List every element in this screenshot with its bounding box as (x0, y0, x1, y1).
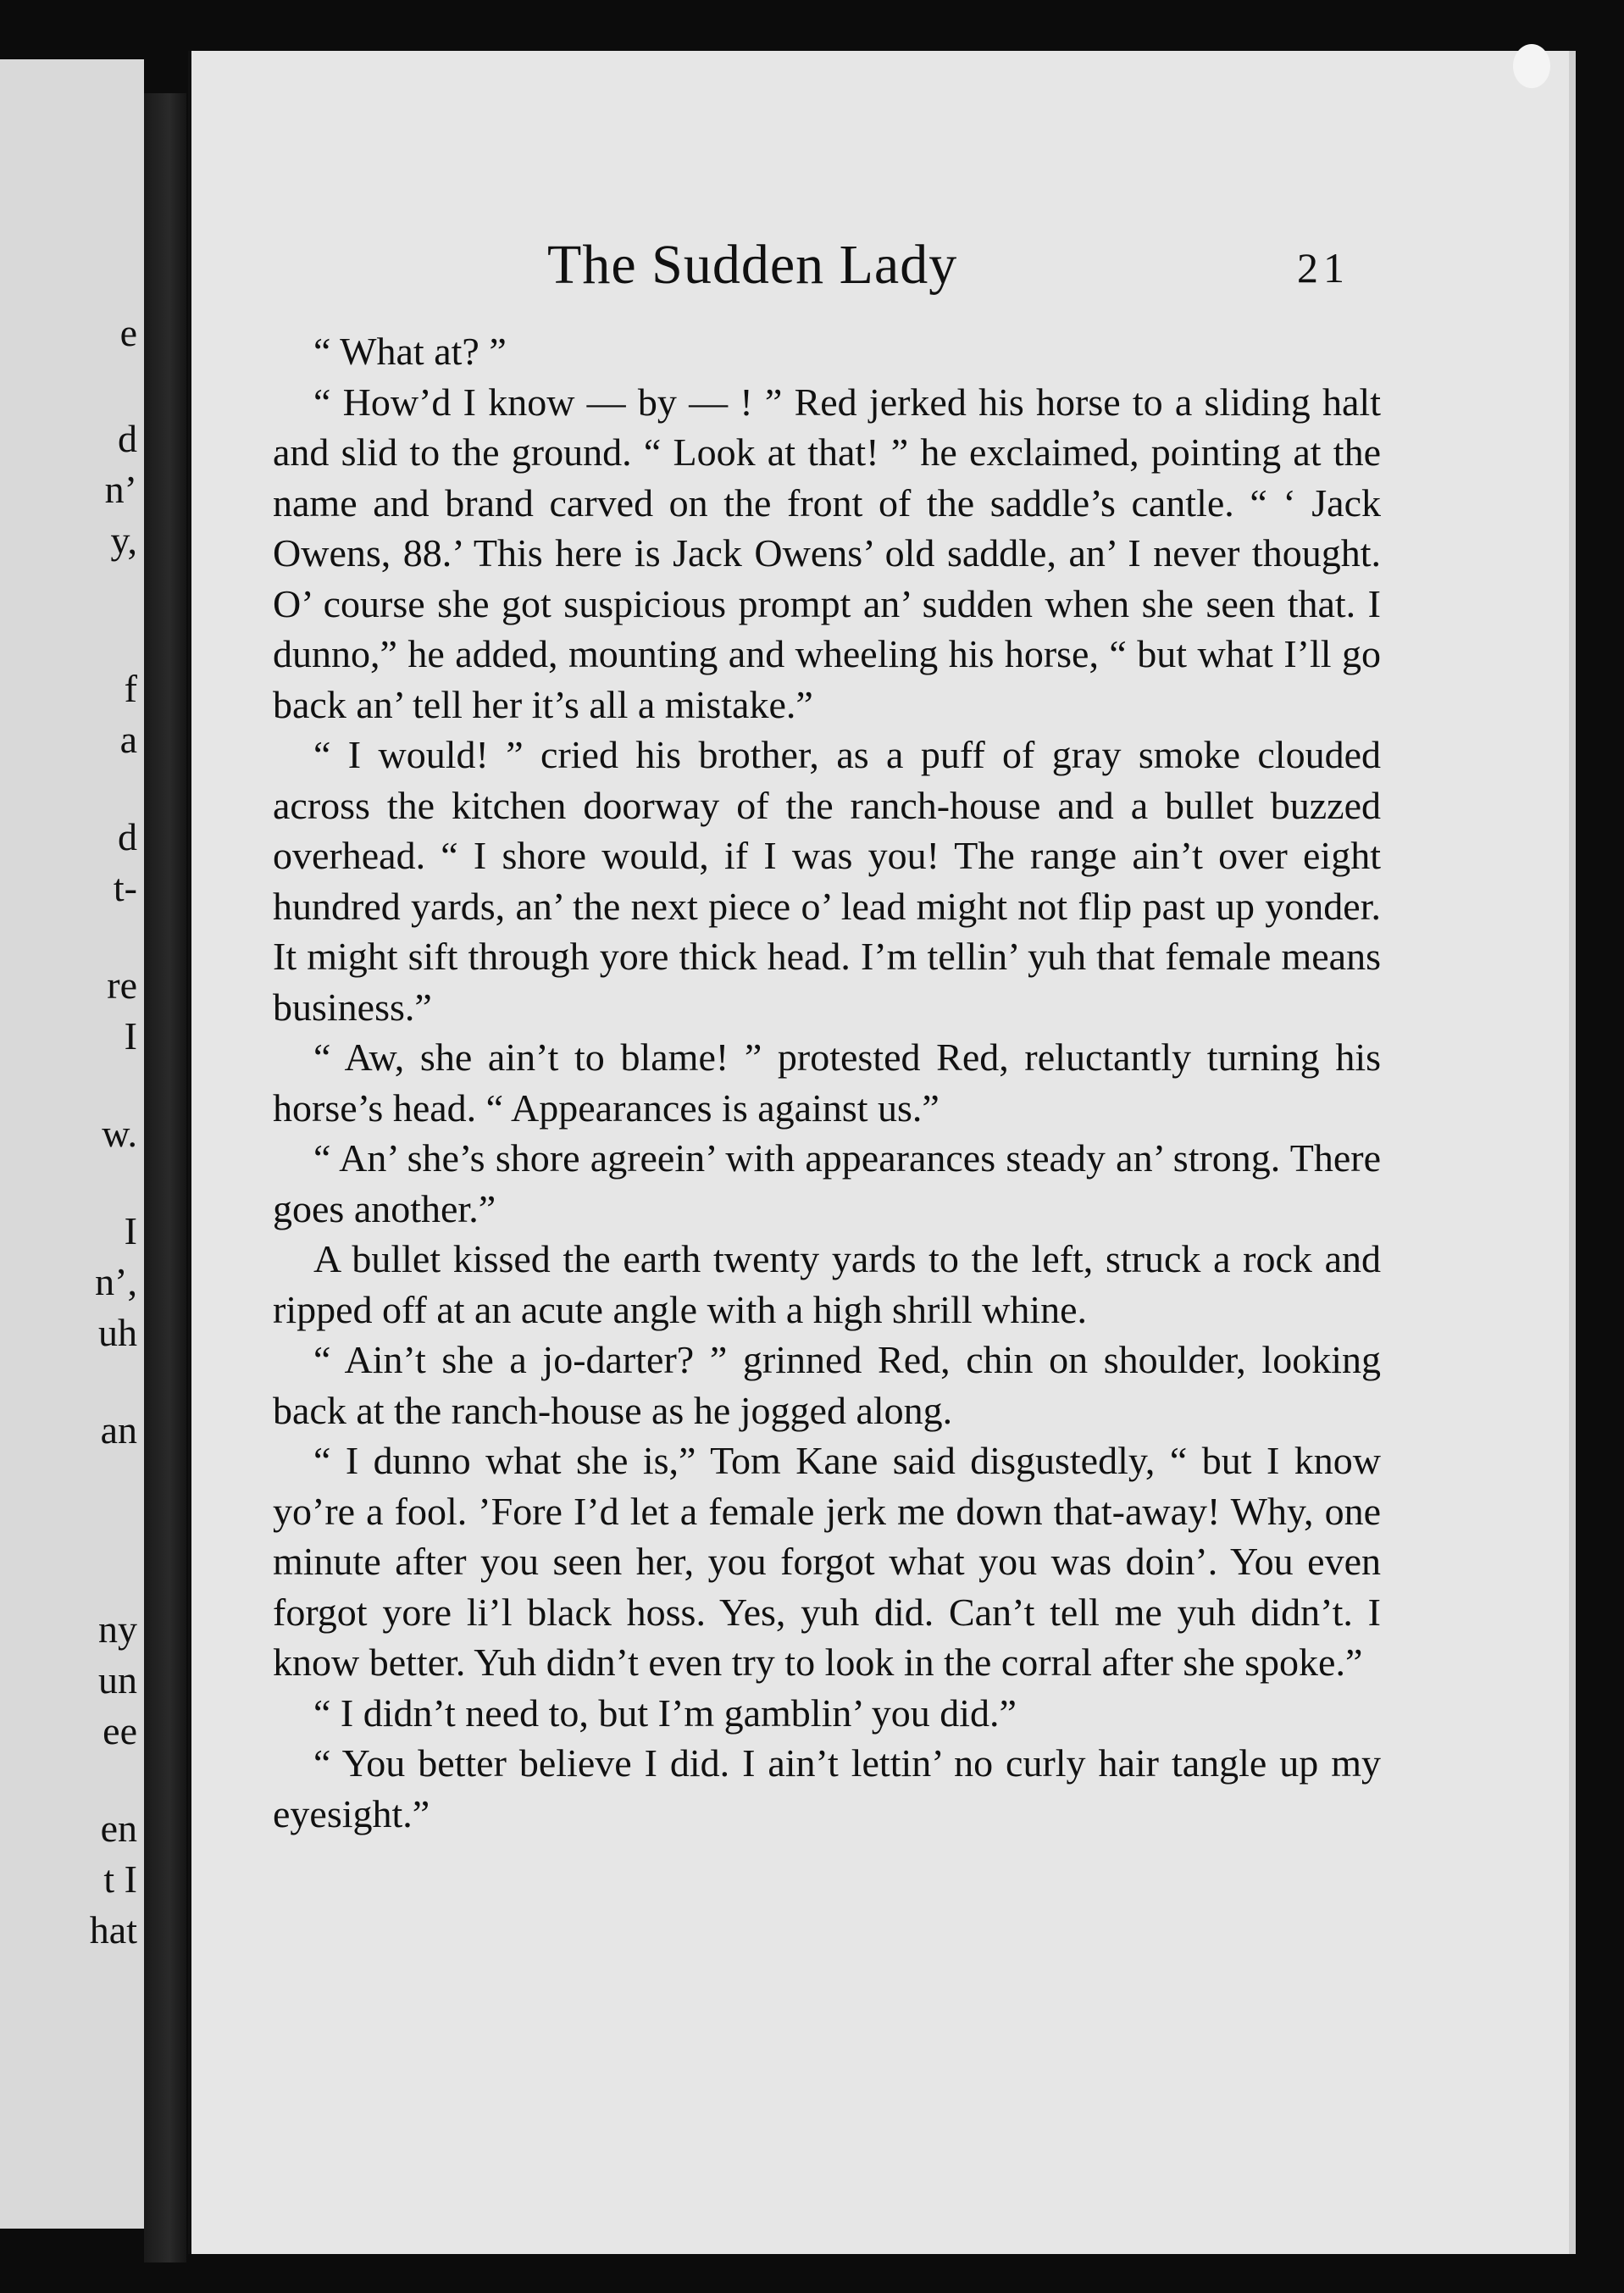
left-page-fragment: t I (103, 1857, 137, 1901)
page-number: 21 (1297, 244, 1350, 291)
paragraph: “ I would! ” cried his brother, as a puff of gray smoke clouded across the kitchen doorway of the ranch-house and a bullet buzzed overhead. “ I shore would, if I was you! The range ain’t over eight hundred yards, an’ the next piece o’ lead might not flip past up yonder. It might sift through yore thick head. I’m tellin’ yuh that female means business.” (273, 733, 1381, 1029)
page-edge (1569, 51, 1576, 2254)
left-page-fragment: d (118, 417, 137, 460)
book-page (188, 51, 1572, 2254)
book-gutter (144, 93, 186, 2262)
left-page-fragment: f (124, 667, 137, 710)
left-page-fragment: y, (110, 519, 137, 562)
paragraph: “ Ain’t she a jo-darter? ” grinned Red, chin on shoulder, looking back at the ranch-house as he jogged along. (273, 1338, 1381, 1432)
running-title: The Sudden Lady (547, 234, 958, 296)
left-page-fragment: I (124, 1209, 137, 1252)
left-page-fragment: e (119, 311, 137, 354)
paragraph: “ I didn’t need to, but I’m gamblin’ you did.” (313, 1691, 1017, 1735)
paragraph: A bullet kissed the earth twenty yards to the left, struck a rock and ripped off at an acute angle with a high shrill whine. (273, 1237, 1381, 1331)
left-page-fragment: I (124, 1014, 137, 1058)
punch-hole (1513, 44, 1550, 88)
left-page-fragment: en (100, 1807, 137, 1850)
left-facing-page (0, 59, 144, 2229)
paragraph: “ An’ she’s shore agreein’ with appearances steady an’ strong. There goes another.” (273, 1136, 1381, 1230)
paragraph: “ How’d I know — by — ! ” Red jerked his horse to a sliding halt and slid to the ground. “ Look at that! ” he exclaimed, pointing at the name and brand carved on the front of the saddle’s cantle. “ ‘ Jack Owens, 88.’ This here is Jack Owens’ old saddle, an’ I never thought. O’ course she got suspicious prompt an’ sudden when she seen that. I dunno,” he added, mounting and wheeling his horse, “ but what I’ll go back an’ tell her it’s all a mistake.” (273, 380, 1381, 726)
left-page-fragment: re (107, 963, 137, 1007)
paragraph: “ What at? ” (313, 330, 507, 373)
left-page-fragment: ny (98, 1607, 137, 1651)
left-page-fragment: ee (103, 1709, 137, 1752)
left-page-fragment: w. (102, 1112, 137, 1155)
left-page-fragment: uh (98, 1311, 137, 1354)
page-header (191, 233, 1572, 301)
left-page-fragment: un (98, 1658, 137, 1702)
paragraph: “ You better believe I did. I ain’t lettin’ no curly hair tangle up my eyesight.” (273, 1741, 1381, 1835)
left-page-fragment: a (119, 718, 137, 761)
left-page-fragment: d (118, 815, 137, 858)
left-page-fragment: an (100, 1408, 137, 1452)
left-page-fragment: hat (89, 1908, 137, 1952)
left-page-fragment: n’, (95, 1260, 137, 1303)
paragraph: “ Aw, she ain’t to blame! ” protested Red, reluctantly turning his horse’s head. “ Appearances is against us.” (273, 1035, 1381, 1130)
paragraph: “ I dunno what she is,” Tom Kane said disgustedly, “ but I know yo’re a fool. ’Fore I’d let a female jerk me down that-away! Why, one minute after you seen her, you forgot what you was doin’. You even forgot yore li’l black hoss. Yes, yuh did. Can’t tell me yuh didn’t. I know better. Yuh didn’t even try to look in the corral after she spoke.” (273, 1439, 1381, 1684)
left-page-fragment: t- (113, 866, 137, 909)
left-page-fragment: n’ (104, 468, 137, 511)
body-text (273, 326, 1381, 1839)
